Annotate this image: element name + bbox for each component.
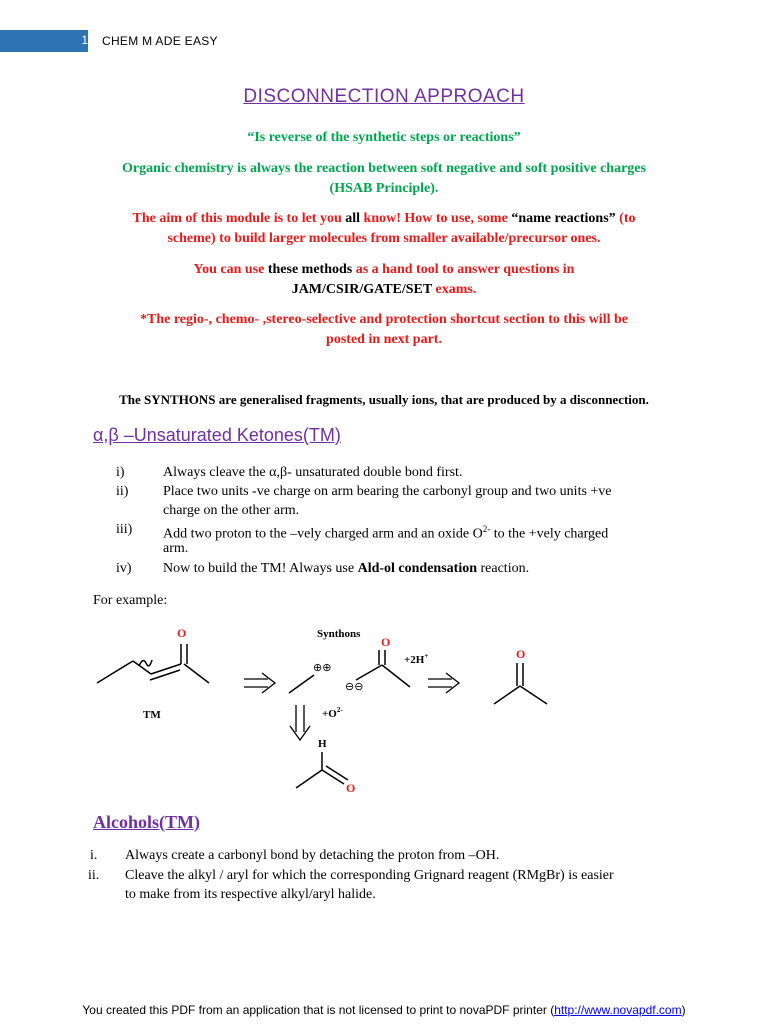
license-footer: You created this PDF from an application that is not licensed to print to novaPDF printer (http://www.novapdf.com) [82,1003,686,1017]
oxide-addition-label: $+O^{2-}$ [322,706,343,720]
page-number: 1 [81,33,88,47]
section-heading-alcohols: Alcohols(TM) [93,812,200,832]
oxygen-label: O [346,781,356,795]
list-item: ii. Cleave the alkyl / aryl for which the corresponding Grignard reagent (RMgBr) is easier to make from its respective alkyl/aryl halide. [88,868,614,902]
tm-label: TM [143,709,161,721]
list-item: iii) Add two proton to the –vely charged arm and an oxide $O^{2-}$ to the +vely charged arm. [116,522,609,556]
note-line-1: *The regio-, chemo- ,stereo-selective and protection shortcut section to this will be [140,312,628,327]
proton-addition-label: +2H+ [404,652,429,666]
use-line-2: JAM/CSIR/GATE/SET exams. [291,282,477,297]
section-heading-unsaturated-ketones: α,β –Unsaturated Ketones(TM) [93,425,341,445]
acetone-molecule [494,663,547,704]
negative-charges: ⊖⊖ [345,681,364,693]
list-item: ii) Place two units -ve charge on arm bearing the carbonyl group and two units +ve charge on the other arm. [116,484,612,518]
aim-line-2: scheme) to build larger molecules from smaller available/precursor ones. [167,231,601,246]
aim-line-1: The aim of this module is to let you all know! How to use, some “name reactions” (to [132,211,636,226]
positive-charges: ⊕⊕ [313,662,332,674]
target-molecule [97,644,209,683]
use-line-1: You can use these methods as a hand tool to answer questions in [193,262,575,277]
novapdf-link[interactable]: http://www.novapdf.com [554,1003,682,1017]
retro-arrow-down [290,705,310,740]
oxygen-label: O [381,635,391,649]
synthons-label: Synthons [317,628,361,640]
definition-quote: “Is reverse of the synthetic steps or reactions” [247,130,521,145]
retro-arrow-2 [428,673,459,693]
hsab-line-2: (HSAB Principle). [329,181,439,196]
page-title: DISCONNECTION APPROACH [243,86,525,107]
hydrogen-label: H [318,738,327,750]
oxygen-label: O [177,626,187,640]
for-example-label: For example: [93,593,168,608]
hsab-line-1: Organic chemistry is always the reaction between soft negative and soft positive charges [122,161,646,176]
disconnection-mark [139,660,152,666]
note-line-2: posted in next part. [326,332,442,347]
header-title: CHEM M ADE EASY [102,34,218,48]
acetaldehyde-molecule [296,752,348,788]
synthons-definition: The SYNTHONS are generalised fragments, usually ions, that are produced by a disconnection. [119,392,649,407]
oxygen-label: O [516,647,526,661]
retro-arrow-1 [244,673,275,693]
